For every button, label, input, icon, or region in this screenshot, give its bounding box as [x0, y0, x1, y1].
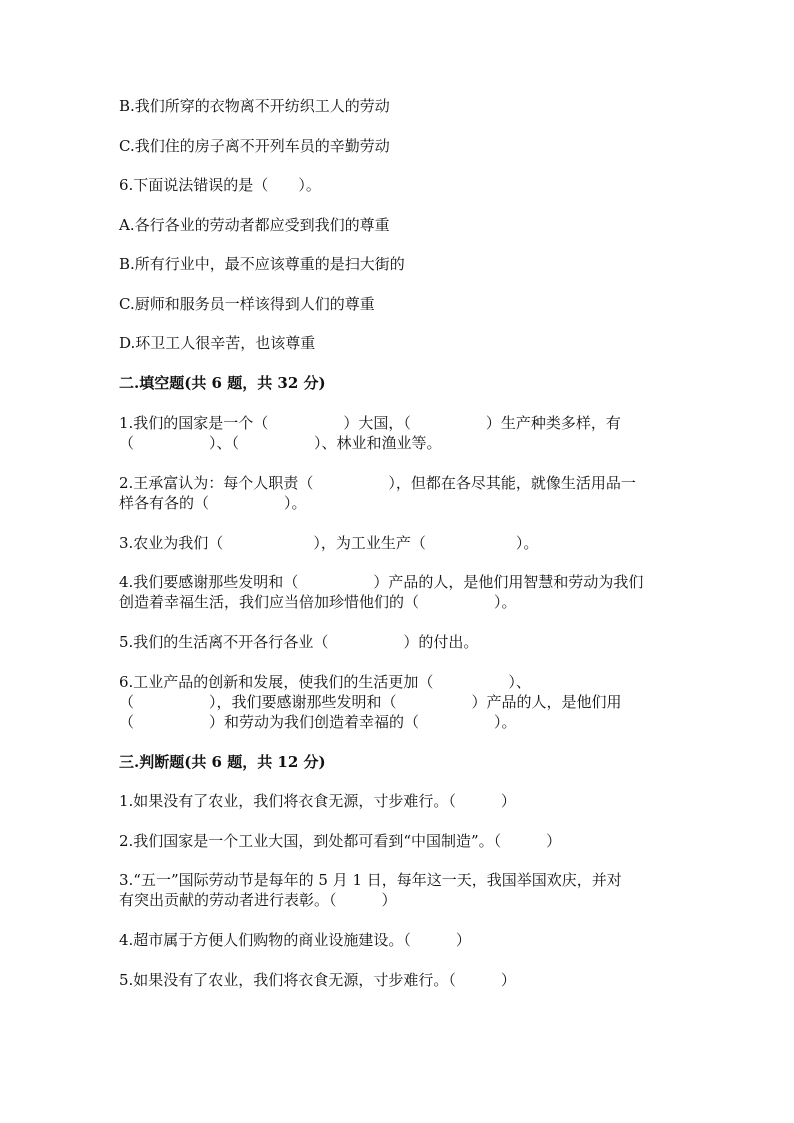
- q6-stem: 6.下面说法错误的是（ ）。: [119, 176, 321, 194]
- section3-title: 三.判断题(共 6 题，共 12 分): [119, 753, 326, 771]
- q6-option-a: A.各行各业的劳动者都应受到我们的尊重: [119, 216, 390, 234]
- q6-option-b: B.所有行业中，最不应该尊重的是扫大街的: [119, 255, 405, 273]
- fill-q6-line2: （ ），我们要感谢那些发明和（ ）产品的人，是他们用: [119, 693, 622, 711]
- fill-q6-line1: 6.工业产品的创新和发展，使我们的生活更加（ ）、: [119, 673, 531, 691]
- judge-q5-line1: 5.如果没有了农业，我们将衣食无源，寸步难行。（ ）: [119, 971, 516, 989]
- judge-q1-line1: 1.如果没有了农业，我们将衣食无源，寸步难行。（ ）: [119, 792, 516, 810]
- judge-q3-line2: 有突出贡献的劳动者进行表彰。（ ）: [119, 891, 397, 909]
- fill-q2-line1: 2.王承富认为：每个人职责（ ），但都在各尽其能，就像生活用品一: [119, 474, 636, 492]
- fill-q1-line1: 1.我们的国家是一个（ ）大国，（ ）生产种类多样，有: [119, 414, 621, 432]
- section2-title: 二.填空题(共 6 题，共 32 分): [119, 374, 326, 392]
- fill-q5-line1: 5.我们的生活离不开各行各业（ ）的付出。: [119, 633, 479, 651]
- judge-q4-line1: 4.超市属于方便人们购物的商业设施建设。（ ）: [119, 931, 471, 949]
- q5-option-b: B.我们所穿的衣物离不开纺织工人的劳动: [119, 97, 390, 115]
- q6-option-d: D.环卫工人很辛苦，也该尊重: [119, 334, 316, 352]
- fill-q1-line2: （ ）、（ ）、林业和渔业等。: [119, 434, 442, 452]
- fill-q4-line2: 创造着幸福生活，我们应当倍加珍惜他们的（ ）。: [119, 593, 517, 611]
- judge-q3-line1: 3.“五一”国际劳动节是每年的 5 月 1 日，每年这一天，我国举国欢庆，并对: [119, 871, 622, 889]
- fill-q2-line2: 样各有各的（ ）。: [119, 494, 307, 512]
- fill-q3-line1: 3.农业为我们（ ），为工业生产（ ）。: [119, 534, 539, 552]
- fill-q6-line3: （ ）和劳动为我们创造着幸福的（ ）。: [119, 713, 517, 731]
- q5-option-c: C.我们住的房子离不开列车员的辛勤劳动: [119, 137, 390, 155]
- judge-q2-line1: 2.我们国家是一个工业大国，到处都可看到“中国制造”。（ ）: [119, 832, 562, 850]
- q6-option-c: C.厨师和服务员一样该得到人们的尊重: [119, 295, 375, 313]
- fill-q4-line1: 4.我们要感谢那些发明和（ ）产品的人，是他们用智慧和劳动为我们: [119, 573, 644, 591]
